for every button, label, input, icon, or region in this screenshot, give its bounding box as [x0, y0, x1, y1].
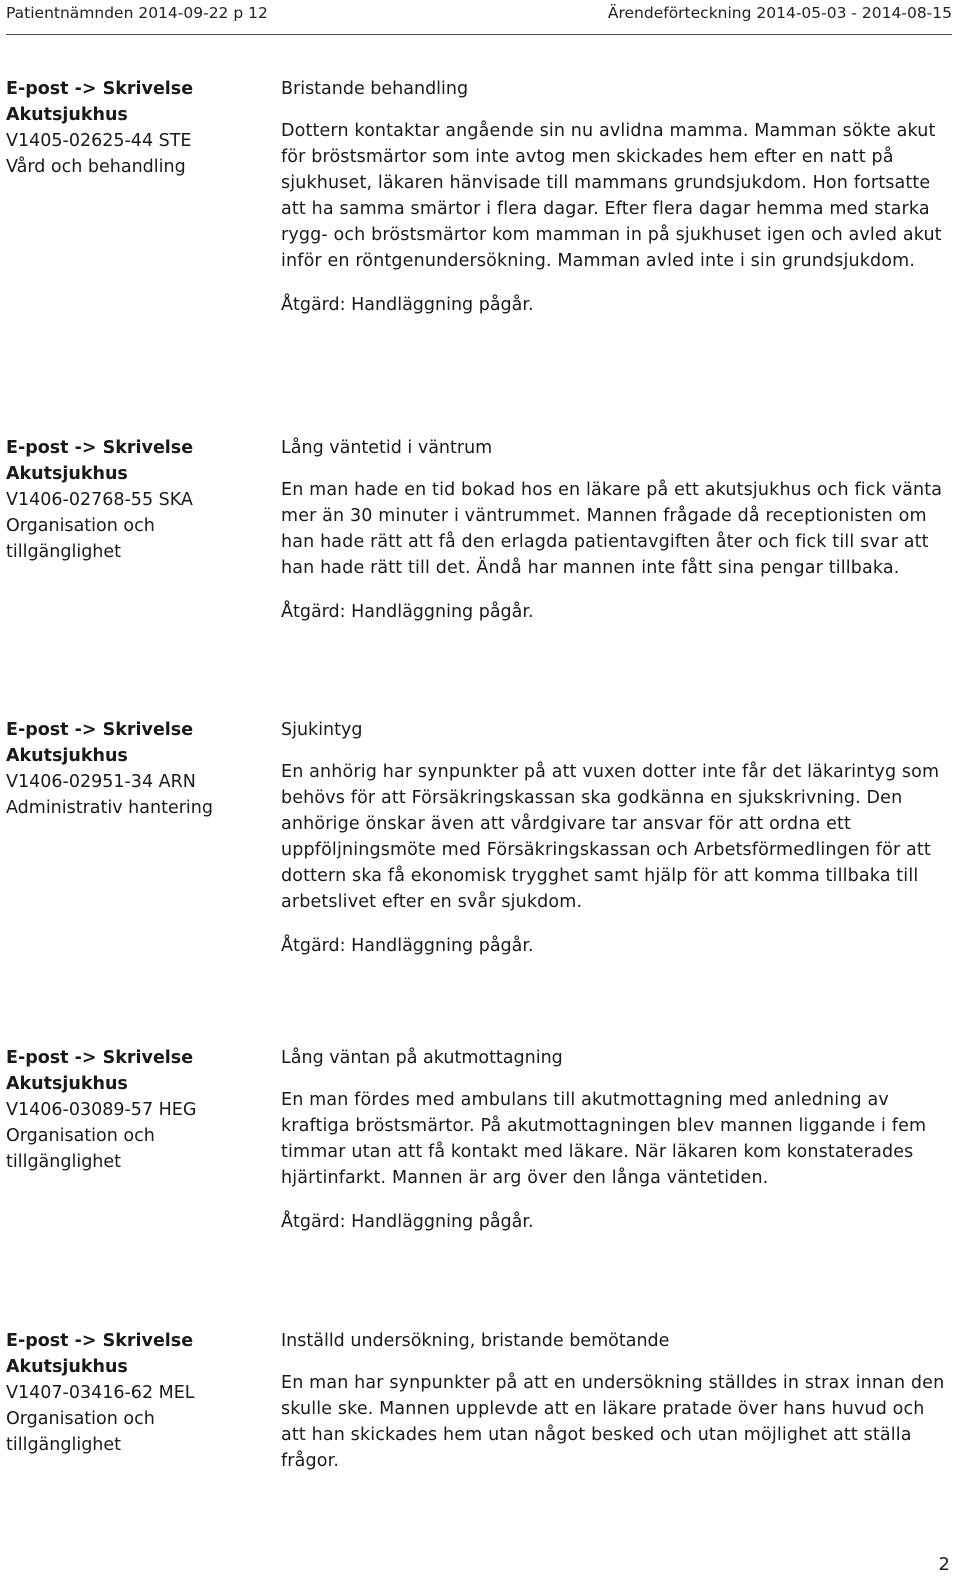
case-content	[281, 76, 953, 318]
case-title: Lång väntetid i väntrum	[281, 438, 493, 458]
case-description: En man hade en tid bokad hos en läkare på ett akutsjukhus och fick vänta mer än 30 minuter i väntrummet. Mannen frågade då receptionisten om han hade rätt att få den erlagda patientavgiften åter och fick till svar att han hade rätt till det. Ändå har mannen inte fått sina pengar tillbaka.	[281, 480, 943, 578]
case-category: Organisation och tillgänglighet	[6, 1409, 155, 1455]
case-channel: E-post -> Skrivelse	[6, 1048, 194, 1068]
page-header	[6, 0, 952, 35]
case-description: En man fördes med ambulans till akutmottagning med anledning av kraftiga bröstsmärtor. På akutmottagningen blev mannen liggande i fem timmar utan att få kontakt med läkare. När läkaren kom konstaterades hjärtinfarkt. Mannen är arg över den långa väntetiden.	[281, 1090, 927, 1188]
case-title: Sjukintyg	[281, 720, 363, 740]
case-meta	[6, 1045, 256, 1175]
case-id: V1406-03089-57 HEG	[6, 1100, 197, 1120]
case-id: V1406-02951-34 ARN	[6, 772, 196, 792]
case-unit: Akutsjukhus	[6, 1357, 128, 1377]
case-title: Inställd undersökning, bristande bemötande	[281, 1331, 670, 1351]
case-title: Bristande behandling	[281, 79, 469, 99]
case-title: Lång väntan på akutmottagning	[281, 1048, 563, 1068]
case-id: V1407-03416-62 MEL	[6, 1383, 195, 1403]
case-meta	[6, 1328, 256, 1458]
case-action: Åtgärd: Handläggning pågår.	[281, 295, 534, 315]
case-unit: Akutsjukhus	[6, 464, 128, 484]
case-unit: Akutsjukhus	[6, 105, 128, 125]
case-description: Dottern kontaktar angående sin nu avlidna mamma. Mamman sökte akut för bröstsmärtor som inte avtog men skickades hem efter en natt på sjukhuset, läkaren hänvisade till mammans grundsjukdom. Hon fortsatte att ha samma smärtor i flera dagar. Efter flera dagar hemma med starka rygg- och bröstsmärtor kom mamman in på sjukhuset igen och avled akut inför en röntgenundersökning. Mamman avled inte i sin grundsjukdom.	[281, 121, 942, 271]
case-meta	[6, 717, 256, 821]
case-id: V1406-02768-55 SKA	[6, 490, 193, 510]
case-category: Administrativ hantering	[6, 798, 213, 818]
case-description: En anhörig har synpunkter på att vuxen dotter inte får det läkarintyg som behövs för att Försäkringskassan ska godkänna en sjukskrivning. Den anhörige önskar även att vårdgivare tar ansvar för att ordna ett uppföljningsmöte med Försäkringskassan och Arbetsförmedlingen för att dottern ska få ekonomisk trygghet samt hjälp för att komma tillbaka till arbetslivet efter en svår sjukdom.	[281, 762, 940, 912]
case-content	[281, 1045, 953, 1235]
case-category: Vård och behandling	[6, 157, 186, 177]
case-meta	[6, 76, 256, 180]
case-id: V1405-02625-44 STE	[6, 131, 192, 151]
case-category: Organisation och tillgänglighet	[6, 1126, 155, 1172]
case-action: Åtgärd: Handläggning pågår.	[281, 1212, 534, 1232]
case-description: En man har synpunkter på att en undersökning ställdes in strax innan den skulle ske. Mannen upplevde att en läkare pratade över hans huvud och att han skickades hem utan något besked och utan möjlighet att ställa frågor.	[281, 1373, 945, 1471]
case-category: Organisation och tillgänglighet	[6, 516, 155, 562]
header-right: Ärendeförteckning 2014-05-03 - 2014-08-15	[607, 4, 952, 22]
case-meta	[6, 435, 256, 565]
header-left: Patientnämnden 2014-09-22 p 12	[6, 4, 268, 22]
case-channel: E-post -> Skrivelse	[6, 79, 194, 99]
case-channel: E-post -> Skrivelse	[6, 1331, 194, 1351]
case-action: Åtgärd: Handläggning pågår.	[281, 602, 534, 622]
case-channel: E-post -> Skrivelse	[6, 438, 194, 458]
case-content	[281, 1328, 953, 1492]
case-content	[281, 717, 953, 959]
page-number: 2	[938, 1554, 950, 1575]
case-unit: Akutsjukhus	[6, 746, 128, 766]
case-action: Åtgärd: Handläggning pågår.	[281, 936, 534, 956]
case-channel: E-post -> Skrivelse	[6, 720, 194, 740]
case-unit: Akutsjukhus	[6, 1074, 128, 1094]
case-content	[281, 435, 953, 625]
